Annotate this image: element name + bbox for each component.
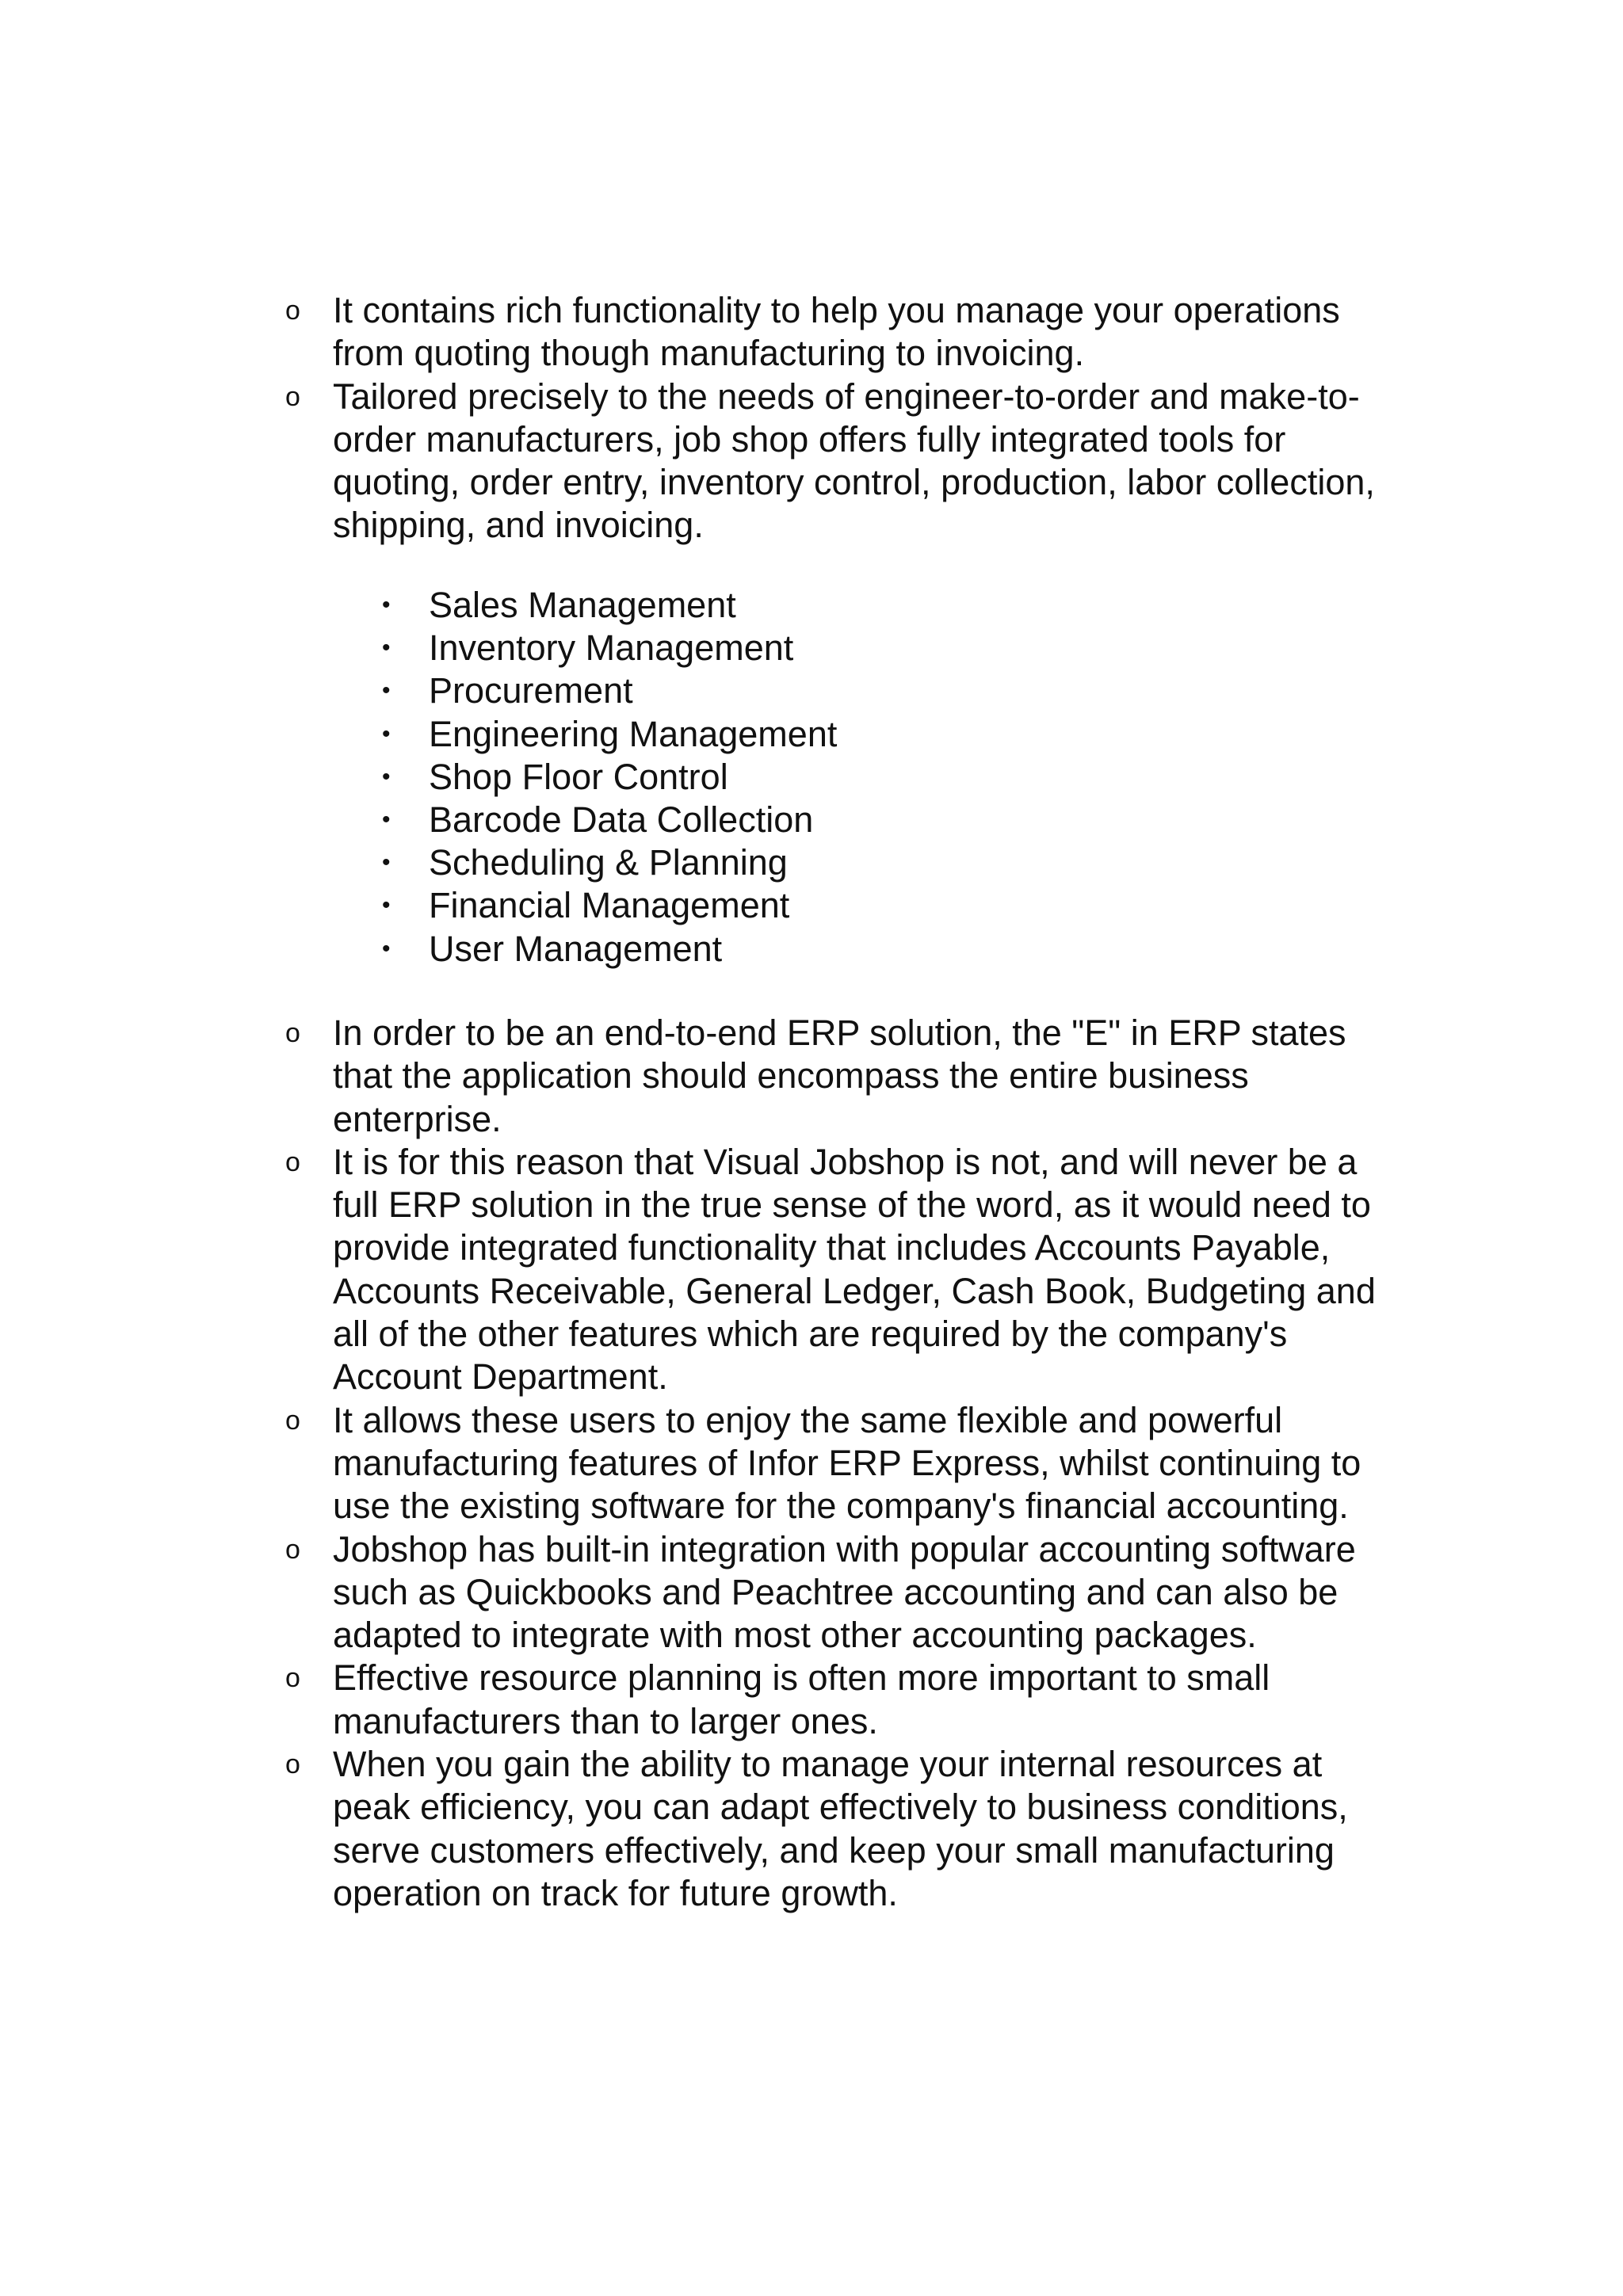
circle-bullet-icon: o [285, 1018, 300, 1048]
list-item [379, 928, 1171, 971]
dot-bullet-icon: • [382, 807, 391, 833]
list-item [285, 1399, 1403, 1528]
list-item-text: Effective resource planning is often more important to small manufacturers than to larger ones. [333, 1657, 1270, 1741]
list-item [285, 1141, 1403, 1399]
dot-bullet-icon: • [382, 849, 391, 876]
module-label: Sales Management [429, 585, 736, 625]
module-label: Engineering Management [429, 713, 838, 754]
module-label: Scheduling & Planning [429, 842, 788, 883]
module-label: User Management [429, 928, 723, 969]
dot-bullet-icon: • [382, 935, 391, 962]
module-label: Inventory Management [429, 627, 794, 669]
intro-bullet-list [285, 289, 1403, 547]
circle-bullet-icon: o [285, 1146, 300, 1177]
list-item [285, 376, 1403, 547]
dot-bullet-icon: • [382, 892, 391, 919]
circle-bullet-icon: o [285, 1534, 300, 1565]
circle-bullet-icon: o [285, 296, 300, 326]
list-item [379, 713, 1171, 756]
list-item-text: It allows these users to enjoy the same flexible and powerful manufacturing features of Infor ERP Express, whilst continuing to use the existing software for the company's financial accounting. [333, 1399, 1361, 1527]
list-item-text: When you gain the ability to manage your internal resources at peak efficiency, you can adapt effectively to business conditions, serve customers effectively, and keep your small manufacturing operation on track for future growth. [333, 1744, 1348, 1913]
list-item [285, 1012, 1403, 1141]
list-item [285, 1743, 1403, 1915]
module-label: Shop Floor Control [429, 756, 728, 797]
modules-bullet-list [379, 584, 1171, 971]
module-label: Procurement [429, 670, 633, 711]
list-item-text: It is for this reason that Visual Jobshop is not, and will never be a full ERP solution in the true sense of the word, as it would need to provide integrated functionality that includes Accounts Payable, Accounts Receivable, General Ledger, Cash Book, Budgeting and all of the other features which are required by the company's Account Department. [333, 1141, 1376, 1398]
list-item [379, 756, 1171, 799]
list-item-text: It contains rich functionality to help you manage your operations from quoting though manufacturing to invoicing. [333, 290, 1340, 374]
circle-bullet-icon: o [285, 1749, 300, 1780]
dot-bullet-icon: • [382, 677, 391, 704]
list-item [285, 1657, 1403, 1743]
list-item-text: Tailored precisely to the needs of engineer-to-order and make-to-order manufacturers, job shop offers fully integrated tools for quoting, order entry, inventory control, production, labor collection, shipping, and invoicing. [333, 376, 1375, 546]
dot-bullet-icon: • [382, 635, 391, 662]
circle-bullet-icon: o [285, 1663, 300, 1694]
list-item [379, 884, 1171, 927]
list-item [379, 799, 1171, 841]
list-item [379, 584, 1171, 627]
closing-bullet-list [285, 1012, 1403, 1915]
dot-bullet-icon: • [382, 720, 391, 747]
dot-bullet-icon: • [382, 763, 391, 790]
list-item [285, 1528, 1403, 1657]
list-item [379, 627, 1171, 669]
list-item [285, 289, 1403, 376]
list-item [379, 841, 1171, 884]
circle-bullet-icon: o [285, 1405, 300, 1436]
module-label: Barcode Data Collection [429, 799, 814, 841]
list-item [379, 669, 1171, 712]
circle-bullet-icon: o [285, 381, 300, 412]
module-label: Financial Management [429, 885, 790, 926]
dot-bullet-icon: • [382, 592, 391, 618]
list-item-text: In order to be an end-to-end ERP solution, the "E" in ERP states that the application should encompass the entire business enterprise. [333, 1013, 1346, 1139]
list-item-text: Jobshop has built-in integration with popular accounting software such as Quickbooks and Peachtree accounting and can also be adapted to integrate with most other accounting packages. [333, 1528, 1356, 1656]
